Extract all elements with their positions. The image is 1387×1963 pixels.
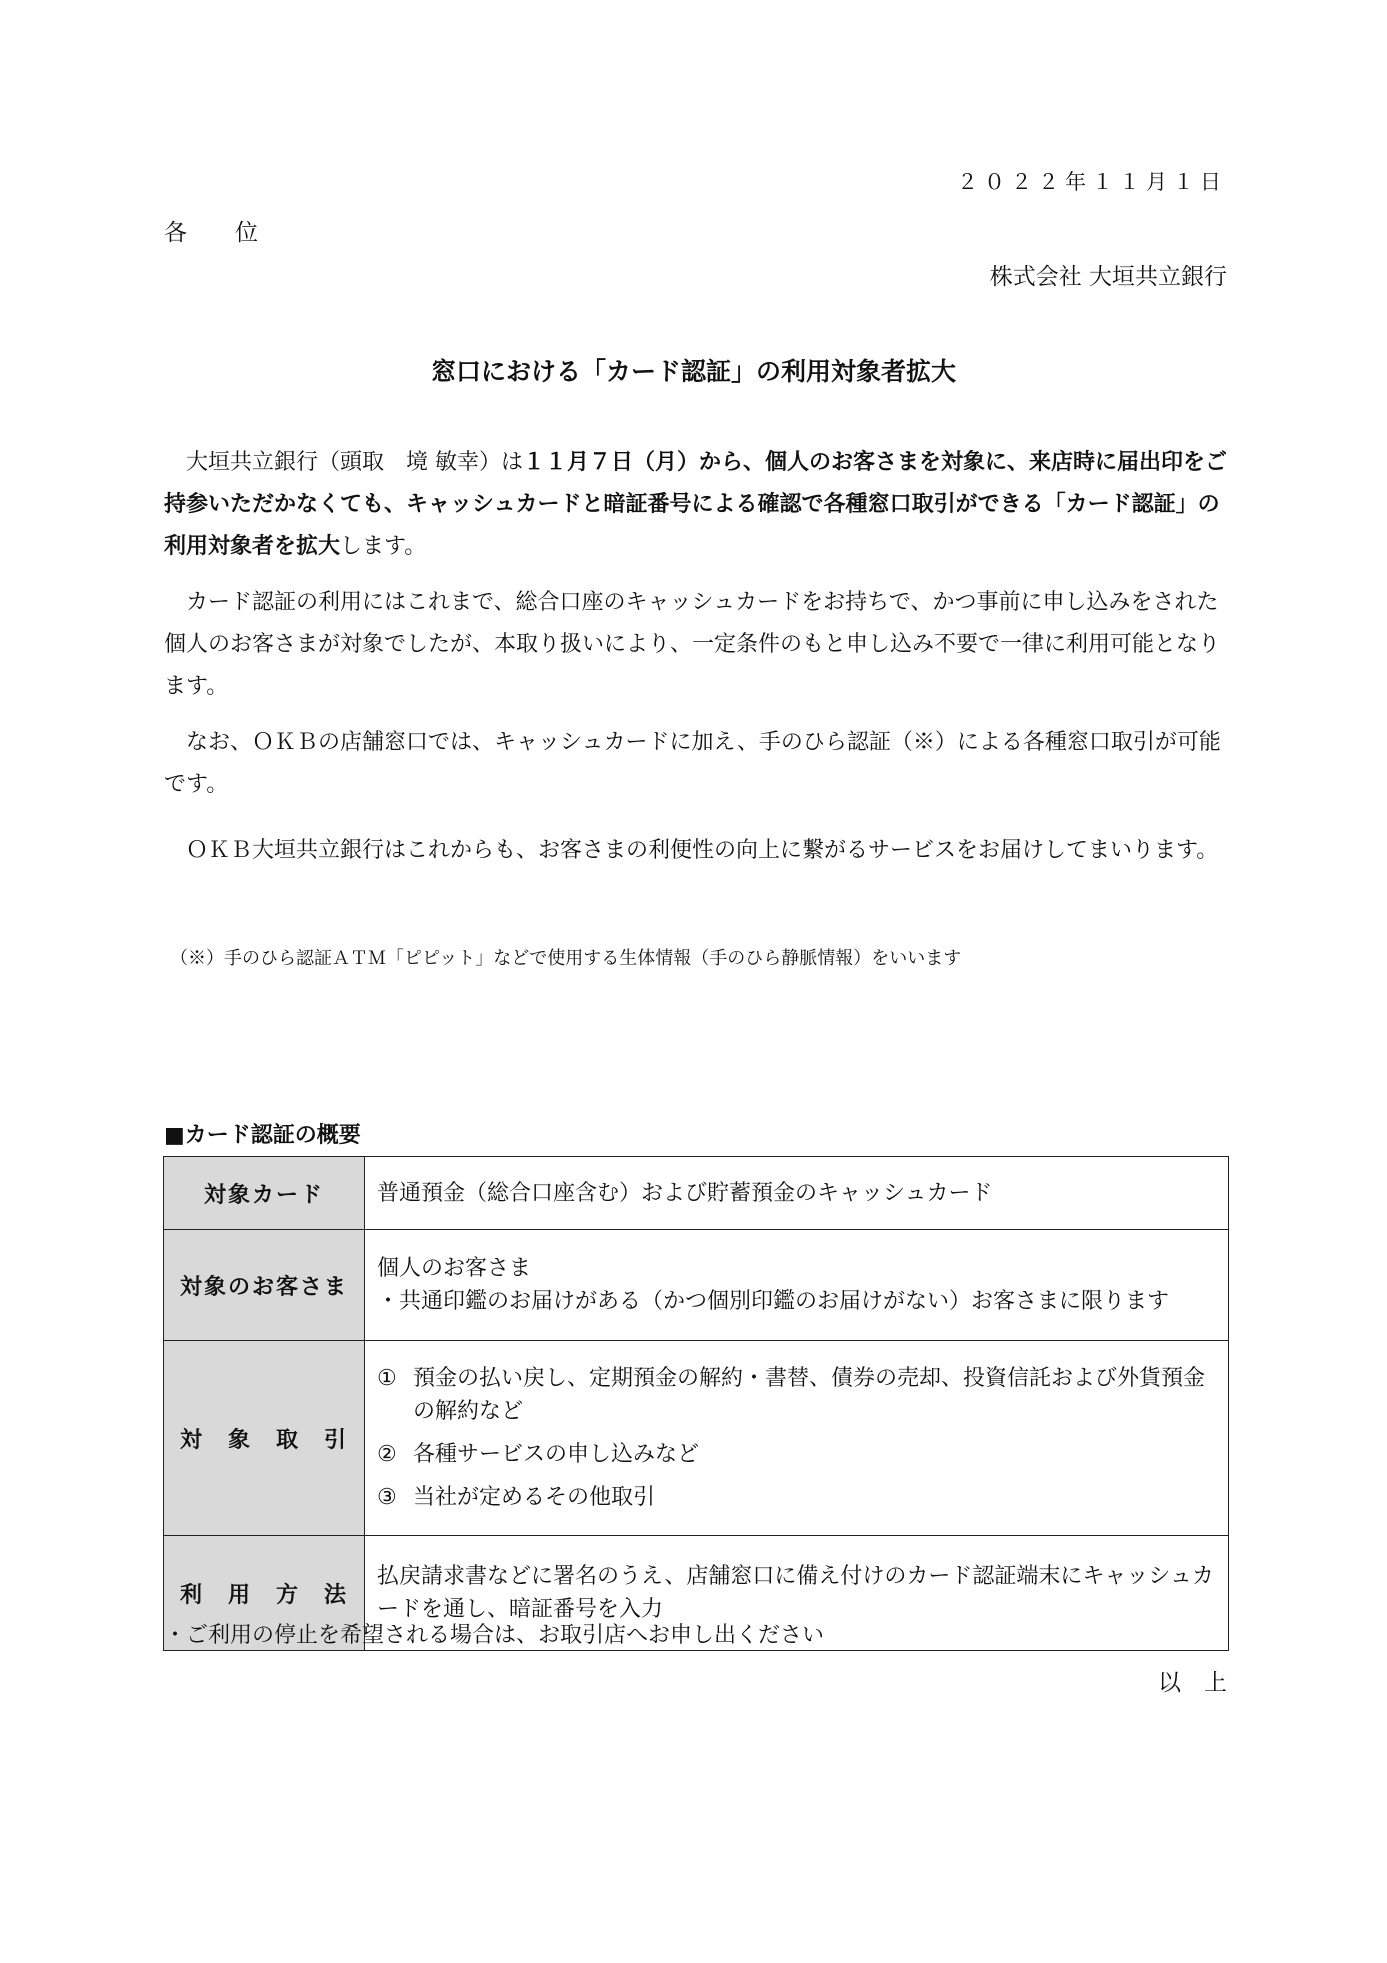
row-value-customer [365, 1230, 1229, 1341]
item-number: ③ [377, 1485, 397, 1510]
addressee [164, 214, 258, 247]
addressee-char-1: 各 [164, 220, 187, 246]
row-label-customer: 対象のお客さま [164, 1230, 365, 1341]
row-label-transactions: 対 象 取 引 [164, 1341, 365, 1536]
document-title: 窓口における「カード認証」の利用対象者拡大 [430, 357, 956, 386]
paragraph-4: ＯＫＢ大垣共立銀行はこれからも、お客さまの利便性の向上に繋がるサービスをお届けしてまいります。 [186, 838, 1219, 863]
row-value-transactions [365, 1341, 1229, 1536]
item-text: 当社が定めるその他取引 [413, 1485, 656, 1510]
row-label-card: 対象カード [164, 1157, 365, 1230]
table-row [164, 1230, 1229, 1341]
issue-date: ２０２２年１１月１日 [957, 170, 1227, 194]
item-number: ① [377, 1366, 397, 1391]
customer-line-2: ・共通印鑑のお届けがある（かつ個別印鑑のお届けがない）お客さまに限ります [377, 1289, 1170, 1314]
company-name: 株式会社 大垣共立銀行 [989, 264, 1227, 290]
paragraph-3: なお、ＯＫＢの店舗窓口では、キャッシュカードに加え、手のひら認証（※）による各種窓口取引が可能です。 [164, 730, 1221, 797]
paragraph-1-emphasis: １１月７日（月）から、個人のお客さまを対象に、来店時に届出印をご持参いただかなくても、キャッシュカードと暗証番号による確認で各種窓口取引ができる「カード認証」の利用対象者を拡大 [164, 450, 1228, 559]
list-item [377, 1481, 1218, 1514]
item-text: 預金の払い戻し、定期預金の解約・書替、債券の売却、投資信託および外貨預金の解約など [413, 1366, 1206, 1424]
row-value-method: 払戻請求書などに署名のうえ、店舗窓口に備え付けのカード認証端末にキャッシュカードを通し、暗証番号を入力 [365, 1536, 1229, 1651]
table-row [164, 1341, 1229, 1536]
paragraph-1 [164, 442, 1228, 568]
row-value-card: 普通預金（総合口座含む）および貯蓄預金のキャッシュカード [365, 1157, 1229, 1230]
summary-table [163, 1156, 1229, 1651]
addressee-char-2: 位 [235, 220, 258, 246]
summary-heading: ■カード認証の概要 [164, 1123, 361, 1148]
row-label-method: 利 用 方 法 [164, 1536, 365, 1651]
palm-auth-note: （※）手のひら認証ＡＴＭ「ピピット」などで使用する生体情報（手のひら静脈情報）をいいます [170, 948, 962, 969]
paragraph-1-lead: 大垣共立銀行（頭取 境 敏幸）は [186, 450, 523, 475]
item-number: ② [377, 1442, 397, 1467]
item-text: 各種サービスの申し込みなど [413, 1442, 700, 1467]
stop-usage-note: ・ご利用の停止を希望される場合は、お取引店へお申し出ください [164, 1623, 825, 1648]
customer-line-1: 個人のお客さま [377, 1256, 532, 1281]
list-item [377, 1438, 1218, 1471]
closing-mark: 以 上 [1158, 1670, 1227, 1696]
paragraph-2: カード認証の利用にはこれまで、総合口座のキャッシュカードをお持ちで、かつ事前に申し込みをされた個人のお客さまが対象でしたが、本取り扱いにより、一定条件のもと申し込み不要で一律に利用可能となります。 [164, 590, 1221, 699]
paragraph-1-end: します。 [340, 534, 427, 559]
list-item [377, 1362, 1218, 1428]
table-row [164, 1157, 1229, 1230]
